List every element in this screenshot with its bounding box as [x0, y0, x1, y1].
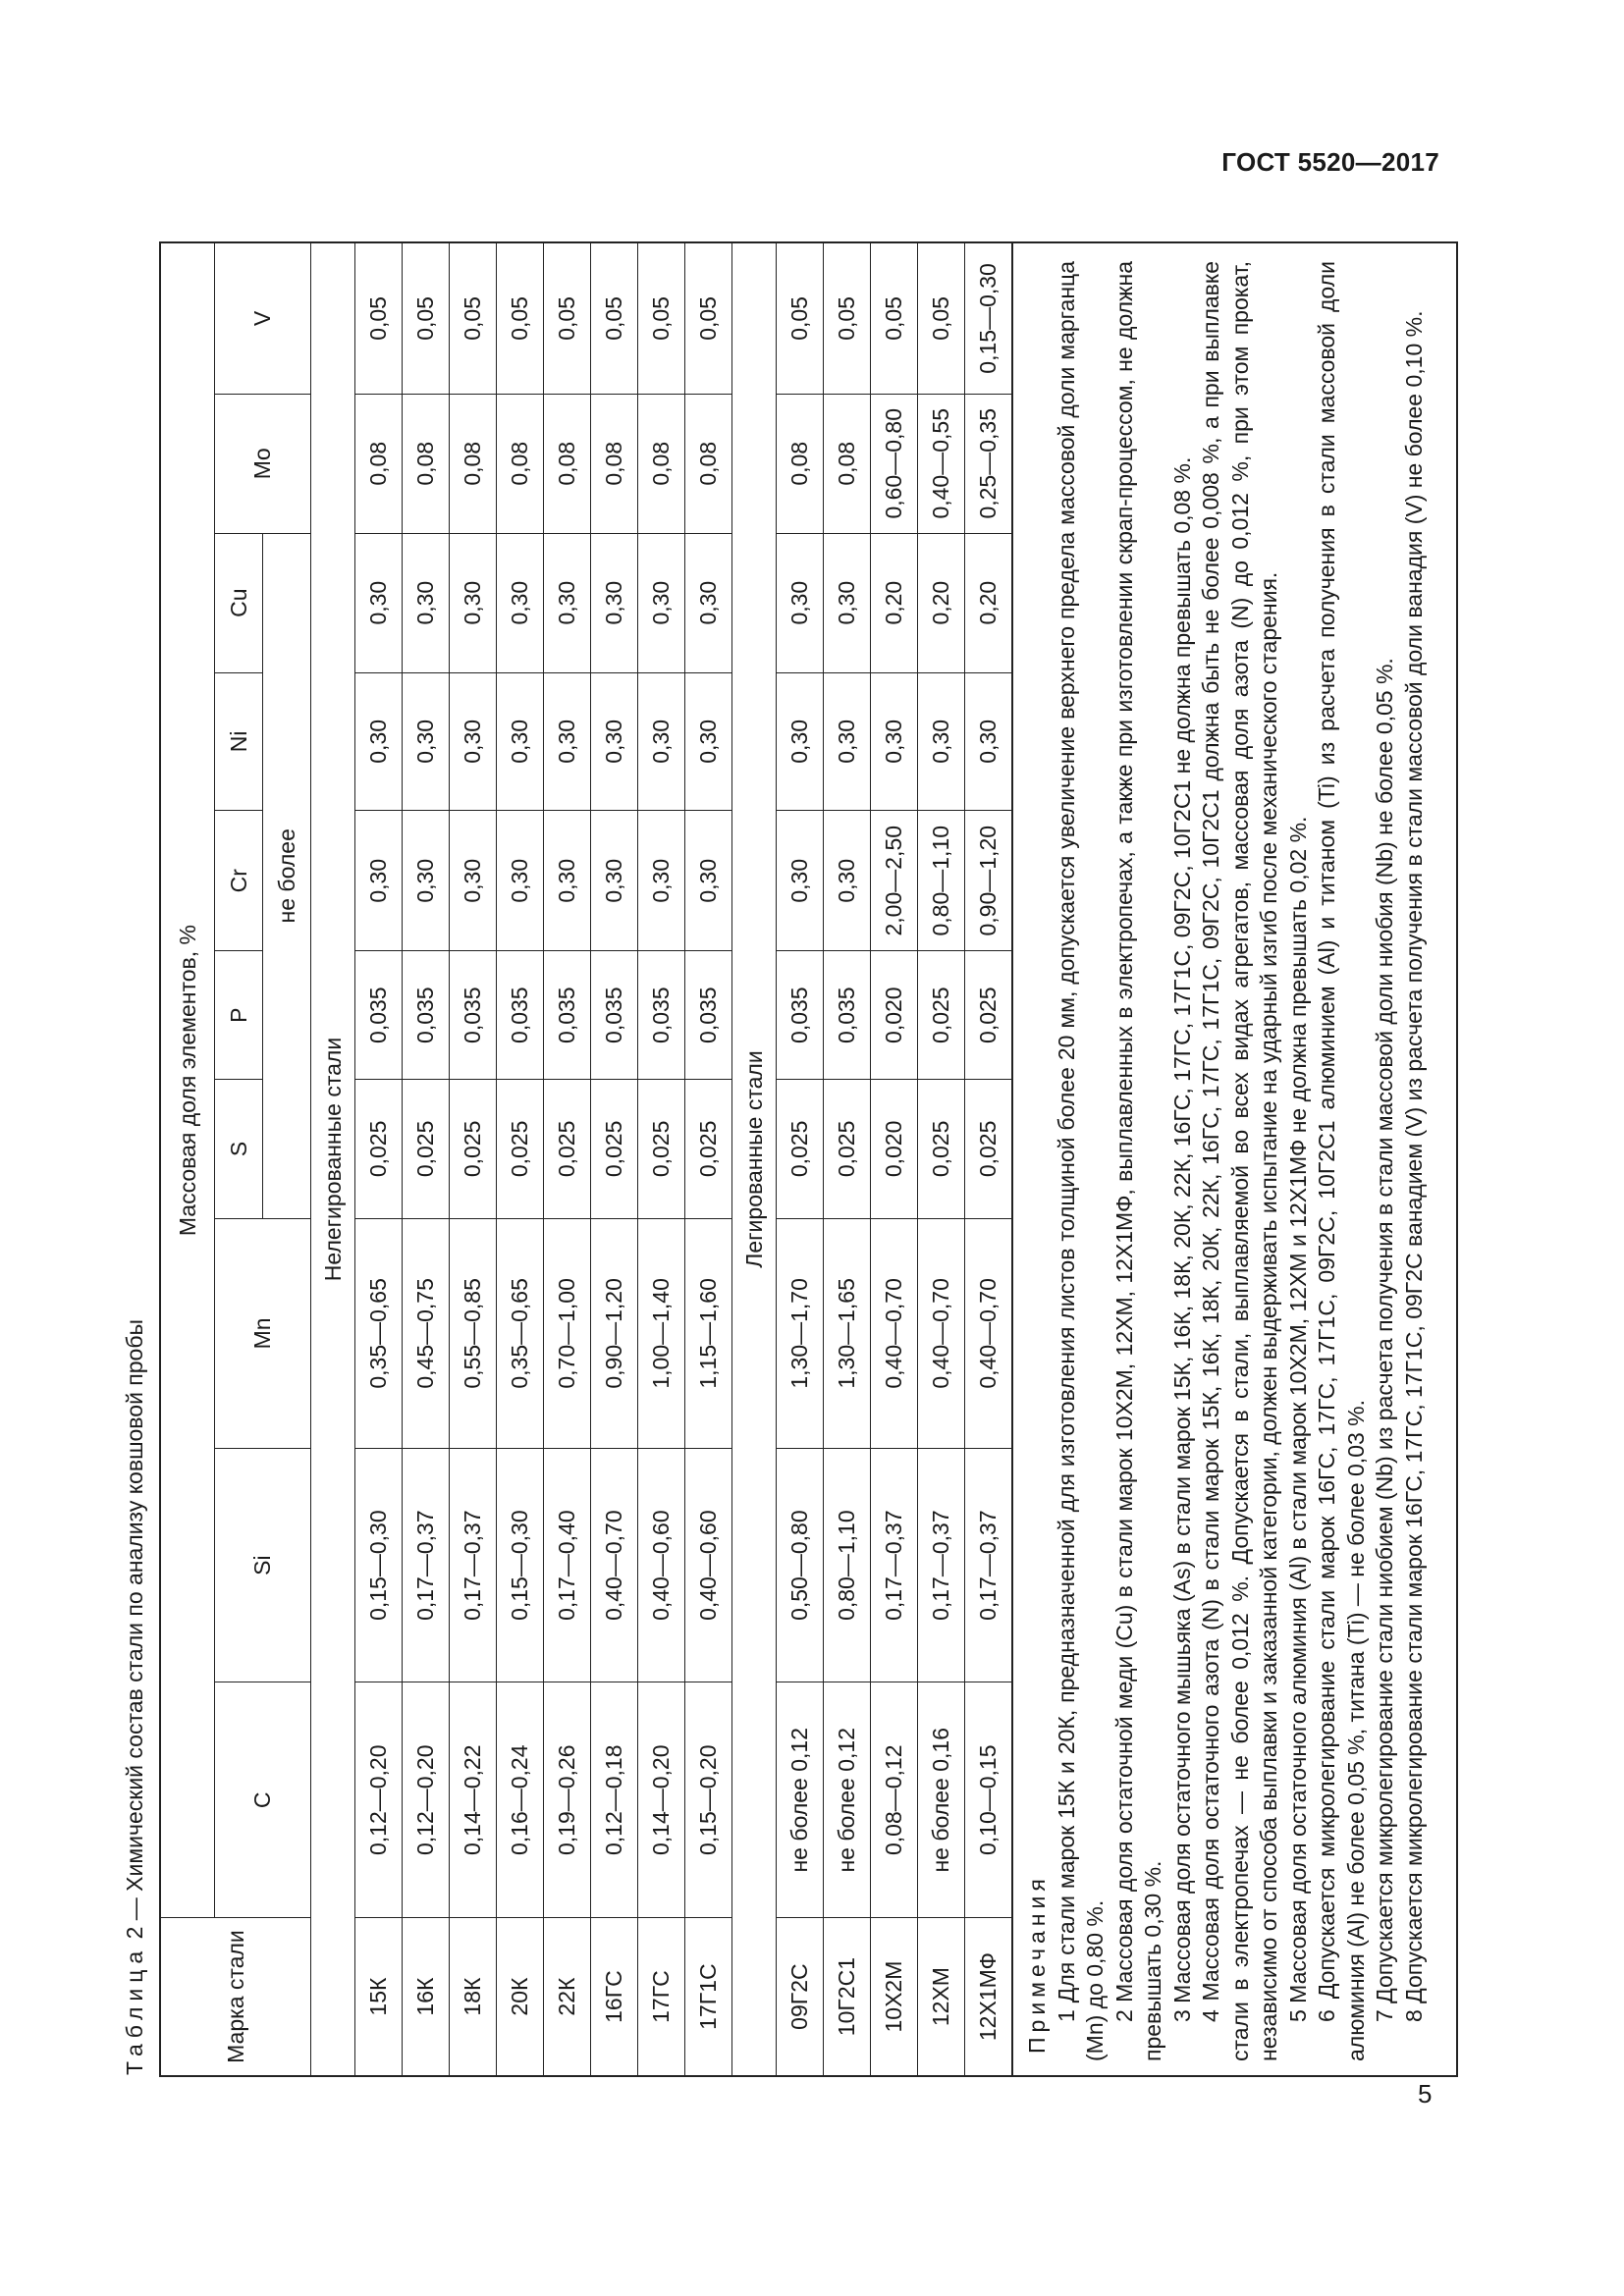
value-cell: 0,90—1,20: [591, 1218, 638, 1448]
steel-grade-cell: 22К: [544, 1918, 591, 2075]
table-row: [638, 243, 685, 2075]
value-cell: 0,50—0,80: [777, 1448, 824, 1682]
header-element-cr: Cr: [215, 811, 263, 951]
header-not-more: не более: [263, 533, 311, 1218]
value-cell: 0,40—0,70: [918, 1218, 965, 1448]
value-cell: 0,30: [638, 533, 685, 672]
header-elements-row: [215, 243, 263, 2075]
value-cell: 0,025: [497, 1079, 544, 1218]
value-cell: 0,035: [544, 951, 591, 1080]
value-cell: 0,30: [497, 811, 544, 951]
value-cell: 0,30: [450, 533, 497, 672]
table-row: [544, 243, 591, 2075]
value-cell: 0,30: [450, 672, 497, 810]
value-cell: не более 0,16: [918, 1682, 965, 1918]
value-cell: 0,80—1,10: [918, 811, 965, 951]
value-cell: 0,40—0,70: [871, 1218, 918, 1448]
note-item: 5 Массовая доля остаточного алюминия (Al) в стали марок 10Х2М, 12ХМ и 12Х1МФ не должна превышать 0,02 %.: [1284, 816, 1311, 2022]
value-cell: 0,025: [965, 951, 1012, 1080]
caption-title: 2 — Химический состав стали по анализу ковшовой пробы: [122, 1318, 147, 1946]
value-cell: 0,025: [544, 1079, 591, 1218]
value-cell: 0,45—0,75: [403, 1218, 450, 1448]
group-title: Нелегированные стали: [311, 243, 355, 2075]
steel-grade-cell: 16ГС: [591, 1918, 638, 2075]
value-cell: 0,35—0,65: [497, 1218, 544, 1448]
value-cell: 0,025: [685, 1079, 732, 1218]
value-cell: 0,17—0,40: [544, 1448, 591, 1682]
steel-grade-cell: 17ГС: [638, 1918, 685, 2075]
value-cell: 0,025: [591, 1079, 638, 1218]
value-cell: 0,035: [638, 951, 685, 1080]
value-cell: 0,15—0,30: [965, 243, 1012, 394]
table-row: [918, 243, 965, 2075]
header-element-v: V: [215, 243, 311, 394]
chemical-composition-table: [161, 243, 1012, 2075]
value-cell: 0,025: [918, 1079, 965, 1218]
steel-grade-cell: 09Г2С: [777, 1918, 824, 2075]
value-cell: 0,12—0,18: [591, 1682, 638, 1918]
table-row: [591, 243, 638, 2075]
value-cell: 0,30: [685, 672, 732, 810]
table-row: [497, 243, 544, 2075]
value-cell: 0,30: [355, 811, 403, 951]
value-cell: 0,05: [824, 243, 871, 394]
value-cell: 0,17—0,37: [403, 1448, 450, 1682]
value-cell: 0,55—0,85: [450, 1218, 497, 1448]
value-cell: 0,17—0,37: [965, 1448, 1012, 1682]
table-notes: [1012, 243, 1456, 2075]
value-cell: 0,30: [591, 672, 638, 810]
value-cell: 0,08: [591, 394, 638, 533]
value-cell: 0,025: [638, 1079, 685, 1218]
value-cell: 0,40—0,55: [918, 394, 965, 533]
value-cell: 0,30: [777, 533, 824, 672]
value-cell: 0,025: [965, 1079, 1012, 1218]
caption-prefix: Таблица: [122, 1945, 147, 2075]
value-cell: 0,08—0,12: [871, 1682, 918, 1918]
value-cell: 0,30: [544, 811, 591, 951]
value-cell: 1,00—1,40: [638, 1218, 685, 1448]
value-cell: 0,30: [355, 533, 403, 672]
value-cell: 0,30: [871, 672, 918, 810]
group-header-row: [732, 243, 777, 2075]
value-cell: 0,035: [355, 951, 403, 1080]
value-cell: 0,70—1,00: [544, 1218, 591, 1448]
note-item: 3 Массовая доля остаточного мышьяка (As) в стали марок 15К, 16К, 18К, 20К, 22К, 16ГС, 17ГС, 17Г1С, 09Г2С, 10Г2С1 не должна превышать 0,08 %.: [1168, 456, 1195, 2022]
value-cell: 0,17—0,37: [450, 1448, 497, 1682]
value-cell: 0,08: [685, 394, 732, 533]
value-cell: 0,035: [685, 951, 732, 1080]
page-number: 5: [1418, 2079, 1433, 2109]
value-cell: 0,15—0,20: [685, 1682, 732, 1918]
table-row: [450, 243, 497, 2075]
value-cell: 0,30: [685, 533, 732, 672]
table-body: [311, 243, 1012, 2075]
value-cell: 0,10—0,15: [965, 1682, 1012, 1918]
value-cell: 0,05: [497, 243, 544, 394]
value-cell: 0,05: [403, 243, 450, 394]
value-cell: 0,30: [824, 533, 871, 672]
value-cell: 0,020: [871, 1079, 918, 1218]
note-item: 2 Массовая доля остаточной меди (Cu) в стали марок 10Х2М, 12ХМ, 12Х1МФ, выплавленных в электропечах, а также при изготовлении скрап-процессом, не должна превышать 0,30 %.: [1110, 261, 1165, 2061]
table-caption: [110, 241, 159, 2077]
value-cell: 0,40—0,70: [591, 1448, 638, 1682]
document-code: ГОСТ 5520—2017: [1221, 147, 1439, 177]
value-cell: не более 0,12: [824, 1682, 871, 1918]
table-row: [685, 243, 732, 2075]
value-cell: 0,30: [544, 533, 591, 672]
value-cell: 0,035: [450, 951, 497, 1080]
note-item: 6 Допускается микролегирование стали марок 16ГС, 17ГС, 17Г1С, 09Г2С, 10Г2С1 алюминием (Al) и титаном (Ti) из расчета получения в стали массовой доли алюминия (Al) не более 0,05 %, титана (Ti) — не более 0,03 %.: [1314, 261, 1369, 2061]
value-cell: не более 0,12: [777, 1682, 824, 1918]
steel-grade-cell: 16К: [403, 1918, 450, 2075]
value-cell: 0,05: [777, 243, 824, 394]
header-element-p: P: [215, 951, 263, 1080]
note-item: 7 Допускается микролегирование стали ниобием (Nb) из расчета получения в стали массовой доли ниобия (Nb) не более 0,05 %.: [1372, 658, 1397, 2022]
value-cell: 0,17—0,37: [918, 1448, 965, 1682]
header-element-cu: Cu: [215, 533, 263, 672]
table-row: [965, 243, 1012, 2075]
group-title: Легированные стали: [732, 243, 777, 2075]
value-cell: 0,05: [918, 243, 965, 394]
value-cell: 0,20: [871, 533, 918, 672]
value-cell: 0,40—0,60: [638, 1448, 685, 1682]
value-cell: 1,15—1,60: [685, 1218, 732, 1448]
value-cell: 0,40—0,70: [965, 1218, 1012, 1448]
value-cell: 0,30: [403, 533, 450, 672]
steel-grade-cell: 15К: [355, 1918, 403, 2075]
value-cell: 0,30: [777, 811, 824, 951]
header-element-mo: Mo: [215, 394, 311, 533]
value-cell: 0,05: [544, 243, 591, 394]
value-cell: 0,08: [497, 394, 544, 533]
value-cell: 0,025: [918, 951, 965, 1080]
value-cell: 0,05: [450, 243, 497, 394]
value-cell: 0,08: [638, 394, 685, 533]
value-cell: 0,025: [824, 1079, 871, 1218]
value-cell: 0,08: [544, 394, 591, 533]
value-cell: 0,05: [355, 243, 403, 394]
notes-title: Примечания: [1024, 1874, 1050, 2054]
value-cell: 0,30: [355, 672, 403, 810]
value-cell: 0,05: [685, 243, 732, 394]
value-cell: 0,30: [965, 672, 1012, 810]
value-cell: 0,30: [685, 811, 732, 951]
value-cell: 0,035: [403, 951, 450, 1080]
table-row: [777, 243, 824, 2075]
value-cell: 0,30: [497, 533, 544, 672]
value-cell: 0,17—0,37: [871, 1448, 918, 1682]
value-cell: 0,80—1,10: [824, 1448, 871, 1682]
value-cell: 0,025: [355, 1079, 403, 1218]
value-cell: 0,08: [824, 394, 871, 533]
group-header-row: [311, 243, 355, 2075]
value-cell: 0,035: [824, 951, 871, 1080]
value-cell: 0,12—0,20: [355, 1682, 403, 1918]
value-cell: 0,35—0,65: [355, 1218, 403, 1448]
table-row: [824, 243, 871, 2075]
value-cell: 0,30: [824, 811, 871, 951]
value-cell: 0,25—0,35: [965, 394, 1012, 533]
rotated-table-block: [110, 241, 1437, 2077]
steel-grade-cell: 10Х2М: [871, 1918, 918, 2075]
value-cell: 0,14—0,20: [638, 1682, 685, 1918]
steel-grade-cell: 20К: [497, 1918, 544, 2075]
table-row: [871, 243, 918, 2075]
note-item: 1 Для стали марок 15К и 20К, предназначенной для изготовления листов толщиной более 20 мм, допускается увеличение верхнего предела массовой доли марганца (Mn) до 0,80 %.: [1053, 261, 1108, 2061]
steel-grade-cell: 17Г1С: [685, 1918, 732, 2075]
header-element-s: S: [215, 1079, 263, 1218]
value-cell: 0,14—0,22: [450, 1682, 497, 1918]
value-cell: 0,15—0,30: [355, 1448, 403, 1682]
value-cell: 1,30—1,70: [777, 1218, 824, 1448]
value-cell: 0,40—0,60: [685, 1448, 732, 1682]
value-cell: 0,30: [497, 672, 544, 810]
value-cell: 0,025: [777, 1079, 824, 1218]
table-row: [403, 243, 450, 2075]
steel-grade-cell: 18К: [450, 1918, 497, 2075]
value-cell: 0,025: [403, 1079, 450, 1218]
value-cell: 0,60—0,80: [871, 394, 918, 533]
value-cell: 0,08: [403, 394, 450, 533]
value-cell: 2,00—2,50: [871, 811, 918, 951]
value-cell: 0,08: [355, 394, 403, 533]
table-row: [355, 243, 403, 2075]
value-cell: 0,30: [777, 672, 824, 810]
value-cell: 0,20: [965, 533, 1012, 672]
value-cell: 0,30: [450, 811, 497, 951]
value-cell: 0,30: [918, 672, 965, 810]
value-cell: 0,30: [824, 672, 871, 810]
value-cell: 0,035: [777, 951, 824, 1080]
value-cell: 0,08: [450, 394, 497, 533]
header-element-si: Si: [215, 1448, 311, 1682]
value-cell: 0,15—0,30: [497, 1448, 544, 1682]
value-cell: 0,035: [497, 951, 544, 1080]
steel-grade-cell: 10Г2С1: [824, 1918, 871, 2075]
value-cell: 1,30—1,65: [824, 1218, 871, 1448]
value-cell: 0,30: [403, 672, 450, 810]
value-cell: 0,30: [638, 672, 685, 810]
value-cell: 0,30: [403, 811, 450, 951]
value-cell: 0,05: [591, 243, 638, 394]
value-cell: 0,08: [777, 394, 824, 533]
value-cell: 0,025: [450, 1079, 497, 1218]
value-cell: 0,16—0,24: [497, 1682, 544, 1918]
steel-grade-cell: 12Х1МФ: [965, 1918, 1012, 2075]
value-cell: 0,20: [918, 533, 965, 672]
value-cell: 0,12—0,20: [403, 1682, 450, 1918]
value-cell: 0,05: [871, 243, 918, 394]
steel-grade-cell: 12ХМ: [918, 1918, 965, 2075]
value-cell: 0,30: [591, 811, 638, 951]
header-element-c: C: [215, 1682, 311, 1918]
value-cell: 0,020: [871, 951, 918, 1080]
header-element-mn: Mn: [215, 1218, 311, 1448]
note-item: 8 Допускается микролегирование стали марок 16ГС, 17ГС, 17Г1С, 09Г2С ванадием (V) из расчета получения в стали массовой доли ванадия (V) не более 0,10 %.: [1400, 310, 1427, 2022]
value-cell: 0,19—0,26: [544, 1682, 591, 1918]
value-cell: 0,30: [638, 811, 685, 951]
value-cell: 0,035: [591, 951, 638, 1080]
header-mass-fraction: Массовая доля элементов, %: [161, 243, 215, 1918]
note-item: 4 Массовая доля остаточного азота (N) в стали марок 15К, 16К, 18К, 20К, 22К, 16ГС, 17ГС, 17Г1С, 09Г2С, 10Г2С1 должна быть не более 0,008 %, а при выплавке стали в электропечах — не более 0,012 %. Допускается в стали, выплавляемой во всех видах агрегатов, массовая доля азота (N) до 0,012 %, при этом прокат, независимо от способа выплавки и заказанной категории, должен выдерживать испытание на ударный изгиб после механического старения.: [1198, 261, 1281, 2061]
table-frame: [159, 241, 1458, 2077]
value-cell: 0,30: [591, 533, 638, 672]
value-cell: 0,05: [638, 243, 685, 394]
value-cell: 0,30: [544, 672, 591, 810]
header-element-ni: Ni: [215, 672, 263, 810]
value-cell: 0,90—1,20: [965, 811, 1012, 951]
header-grade: Марка стали: [161, 1918, 311, 2075]
